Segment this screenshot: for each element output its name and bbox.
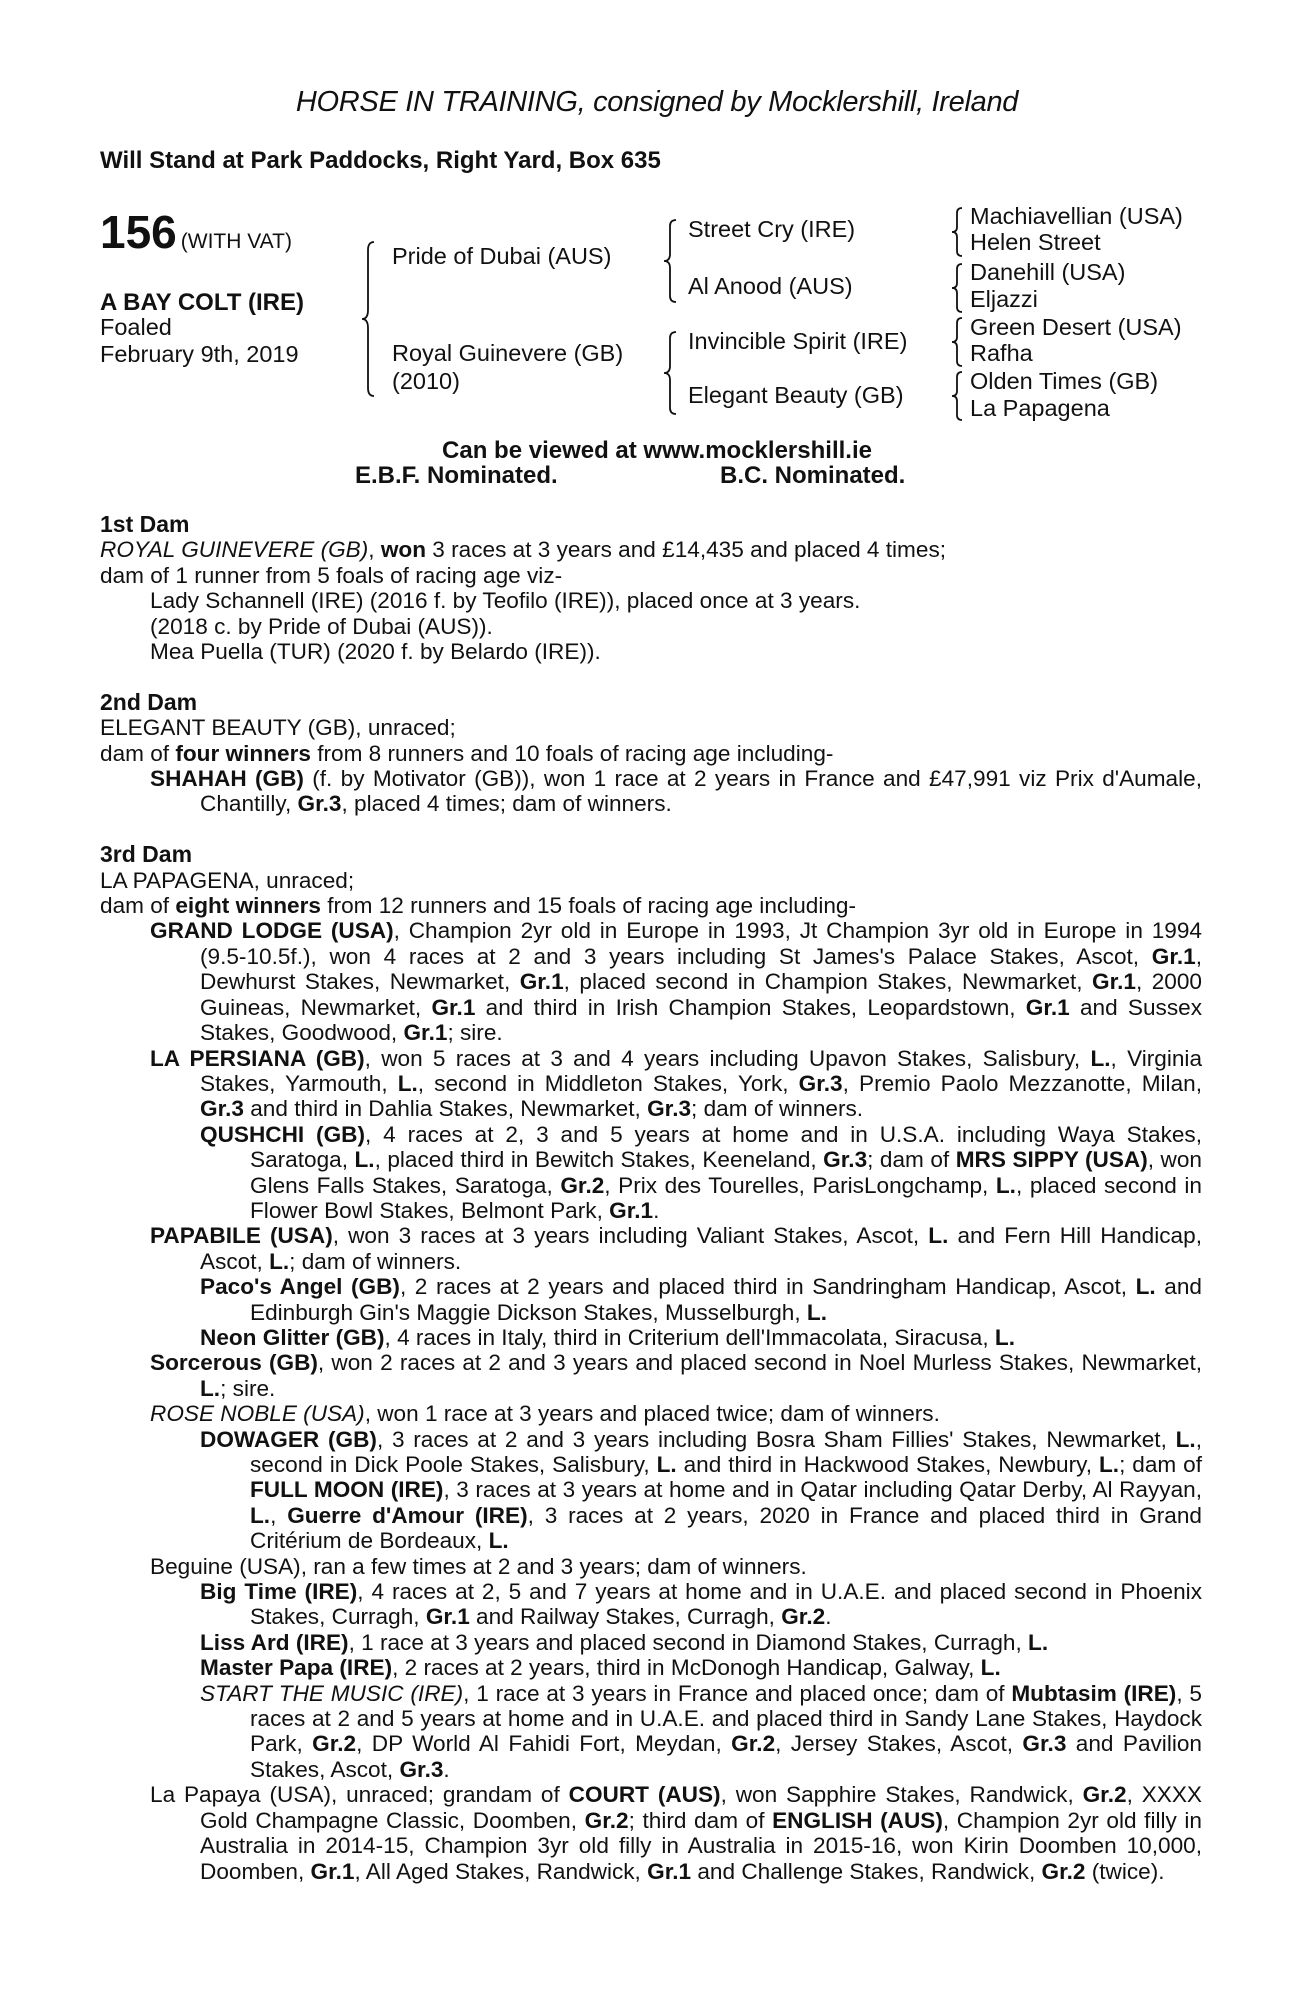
entry-text: , — [368, 537, 381, 563]
bold-text: DOWAGER (GB) — [200, 1426, 377, 1452]
produce-record — [100, 512, 1202, 1909]
entry-text: , 1 race at 3 years and placed second in Diamond Stakes, Curragh, — [348, 1629, 1029, 1655]
entry-text: , Champion 2yr old in Europe in 1993, Jt Champion 3yr old in Europe in 1994 (9.5-10.5f.), won 4 races at 2 and 3 years including St James's Palace Stakes, Ascot, — [200, 918, 1202, 969]
bold-text: L. — [269, 1248, 290, 1274]
bold-text: Guerre d'Amour (IRE) — [287, 1502, 528, 1528]
produce-entry — [100, 1681, 1202, 1783]
entry-text: . — [825, 1604, 832, 1630]
bold-text: COURT (AUS) — [568, 1782, 721, 1808]
entry-text: ; third dam of — [628, 1807, 773, 1833]
bold-text: Gr.1 — [1092, 969, 1136, 995]
entry-text: ; sire. — [447, 1020, 503, 1046]
entry-text: ; dam of winners. — [289, 1248, 462, 1274]
bold-text: Gr.1 — [1151, 943, 1196, 969]
bold-text: L. — [1028, 1629, 1049, 1655]
bold-text: L. — [806, 1299, 827, 1325]
bold-text: Gr.2 — [781, 1604, 826, 1630]
bold-text: L. — [1098, 1452, 1120, 1477]
entry-text: , won Sapphire Stakes, Randwick, — [720, 1782, 1083, 1808]
entry-text: , won 3 races at 3 years including Valiant Stakes, Ascot, — [332, 1223, 929, 1249]
bold-text: SHAHAH (GB) — [150, 766, 304, 792]
produce-entry — [100, 614, 1202, 639]
bold-text: Gr.3 — [297, 791, 342, 817]
pedigree-gen3: Machiavellian (USA) — [970, 203, 1183, 229]
bold-text: Gr.2 — [1082, 1782, 1127, 1808]
bold-text: Neon Glitter (GB) — [200, 1324, 385, 1350]
bold-text: L. — [980, 1655, 1001, 1681]
entry-text: , — [270, 1502, 288, 1528]
entry-text: LA PAPAGENA, unraced; — [100, 867, 355, 893]
vat-note: (WITH VAT) — [180, 230, 292, 253]
entry-text: , placed 4 times; dam of winners. — [341, 791, 672, 817]
pedigree-gen3: La Papagena — [970, 395, 1110, 421]
bold-text: L. — [200, 1375, 221, 1401]
section-heading: 2nd Dam — [100, 688, 198, 715]
entry-text: , 3 races at 3 years at home and in Qatar including Qatar Derby, Al Rayyan, — [443, 1477, 1202, 1503]
produce-entry — [100, 715, 1202, 740]
stand-location: Will Stand at Park Paddocks, Right Yard, Box 635 — [100, 147, 661, 174]
entry-text: dam of — [100, 893, 176, 919]
lot-number-value: 156 — [100, 206, 177, 258]
bold-text: L. — [250, 1502, 271, 1528]
entry-text: (2018 c. by Pride of Dubai (AUS)). — [150, 613, 493, 639]
pedigree-gen3: Eljazzi — [970, 286, 1038, 312]
bold-text: Liss Ard (IRE) — [200, 1629, 349, 1655]
entry-text: , Jersey Stakes, Ascot, — [775, 1731, 1023, 1757]
bold-text: MRS SIPPY (USA) — [955, 1147, 1148, 1173]
entry-text: and Railway Stakes, Curragh, — [469, 1604, 782, 1630]
bold-text: L. — [1175, 1426, 1196, 1452]
entry-text: . — [443, 1756, 450, 1782]
entry-text: , 5 races at 2 and 5 years at home and in U.A.E. and placed third in Sandy Lane Stakes, Haydock Park, — [250, 1680, 1202, 1757]
entry-text: dam of 1 runner from 5 foals of racing age viz- — [100, 562, 563, 588]
pedigree-gen3: Danehill (USA) — [970, 259, 1126, 285]
pedigree-dam-sire: Invincible Spirit (IRE) — [688, 328, 908, 354]
entry-text: , 2 races at 2 years and placed third in Sandringham Handicap, Ascot, — [399, 1274, 1136, 1300]
entry-text: and third in Dahlia Stakes, Newmarket, — [243, 1096, 648, 1122]
page-title: HORSE IN TRAINING, consigned by Mocklershill, Ireland — [295, 86, 1019, 118]
produce-entry — [100, 893, 1202, 918]
entry-text: ; dam of — [867, 1147, 956, 1173]
produce-entry — [100, 537, 1202, 562]
bold-text: L. — [488, 1528, 509, 1554]
produce-entry — [100, 1579, 1202, 1630]
entry-text: from 8 runners and 10 foals of racing age including- — [310, 740, 834, 766]
produce-entry — [100, 639, 1202, 664]
bold-text: PAPABILE (USA) — [150, 1223, 333, 1249]
pedigree-brace-icon — [949, 370, 969, 422]
produce-entry — [100, 868, 1202, 893]
pedigree-sire: Pride of Dubai (AUS) — [392, 243, 612, 269]
bold-text: L. — [1090, 1045, 1111, 1071]
bold-text: Paco's Angel (GB) — [200, 1274, 400, 1300]
entry-text: , Dewhurst Stakes, Newmarket, — [200, 943, 1202, 995]
italic-text: ROYAL GUINEVERE (GB) — [100, 537, 369, 563]
entry-text: , 1 race at 3 years in France and placed once; dam of — [463, 1680, 1012, 1706]
entry-text: , second in Middleton Stakes, York, — [417, 1070, 799, 1096]
dam-section — [100, 512, 1202, 664]
entry-text: (f. by Motivator (GB)), won 1 race at 2 years in France and £47,991 viz Prix d'Aumale, Chantilly, — [200, 766, 1202, 817]
bold-text: L. — [354, 1147, 375, 1173]
lot-number — [100, 205, 292, 259]
bold-text: LA PERSIANA (GB) — [150, 1045, 365, 1071]
bold-text: L. — [995, 1172, 1016, 1198]
bold-text: Master Papa (IRE) — [200, 1655, 393, 1681]
entry-text: . — [653, 1197, 660, 1223]
produce-entry — [100, 563, 1202, 588]
entry-text: , Prix des Tourelles, ParisLongchamp, — [604, 1172, 996, 1198]
entry-text: ; sire. — [220, 1375, 276, 1401]
bold-text: Gr.1 — [647, 1858, 692, 1884]
bold-text: L. — [928, 1223, 949, 1249]
bold-text: FULL MOON (IRE) — [250, 1477, 444, 1503]
pedigree-gen3: Helen Street — [970, 229, 1101, 255]
foaled-date: February 9th, 2019 — [100, 341, 299, 367]
entry-text: , Premio Paolo Mezzanotte, Milan, — [842, 1070, 1202, 1096]
pedigree-dam-year: (2010) — [392, 368, 460, 394]
entry-text: , DP World Al Fahidi Fort, Meydan, — [356, 1731, 732, 1757]
entry-text: dam of — [100, 740, 176, 766]
entry-text: , 3 races at 2 and 3 years including Bosra Sham Fillies' Stakes, Newmarket, — [376, 1426, 1176, 1452]
produce-entry — [100, 1782, 1202, 1884]
bold-text: QUSHCHI (GB) — [200, 1121, 365, 1147]
bold-text: Gr.1 — [609, 1197, 654, 1223]
bold-text: Gr.3 — [798, 1070, 843, 1096]
italic-text: START THE MUSIC (IRE) — [200, 1680, 464, 1706]
entry-text: and third in Irish Champion Stakes, Leopardstown, — [475, 994, 1026, 1020]
entry-text: , second in Dick Poole Stakes, Salisbury, — [250, 1426, 1202, 1477]
entry-text: ELEGANT BEAUTY (GB), unraced; — [100, 715, 456, 741]
entry-text: Lady Schannell (IRE) (2016 f. by Teofilo (IRE)), placed once at 3 years. — [150, 588, 861, 614]
bold-text: Gr.1 — [519, 969, 564, 995]
pedigree-dam: Royal Guinevere (GB) — [392, 340, 624, 366]
entry-text: , XXXX Gold Champagne Classic, Doomben, — [200, 1782, 1202, 1833]
bold-text: Gr.1 — [403, 1020, 448, 1046]
bold-text: L. — [1135, 1274, 1156, 1300]
produce-entry — [100, 1630, 1202, 1655]
bold-text: Mubtasim (IRE) — [1011, 1680, 1177, 1706]
dam-section — [100, 690, 1202, 817]
bold-text: Gr.1 — [310, 1858, 355, 1884]
pedigree-brace-icon — [949, 206, 969, 258]
bold-text: Gr.1 — [1025, 994, 1070, 1020]
entry-text: (twice). — [1085, 1858, 1165, 1884]
pedigree-brace-icon — [949, 262, 969, 314]
bold-text: L. — [994, 1324, 1015, 1350]
pedigree-gen3: Olden Times (GB) — [970, 368, 1159, 394]
foaled-label: Foaled — [100, 314, 172, 340]
entry-text: , won 2 races at 2 and 3 years and placed second in Noel Murless Stakes, Newmarket, — [317, 1350, 1202, 1376]
bold-text: GRAND LODGE (USA) — [150, 918, 394, 944]
bold-text: Gr.3 — [823, 1147, 868, 1173]
entry-text: and Pavilion Stakes, Ascot, — [250, 1731, 1202, 1782]
produce-entry — [100, 588, 1202, 613]
ebf-nominated: E.B.F. Nominated. — [355, 462, 558, 489]
entry-text: Mea Puella (TUR) (2020 f. by Belardo (IRE)). — [150, 639, 601, 665]
entry-text: , won Glens Falls Stakes, Saratoga, — [250, 1147, 1202, 1198]
section-heading: 1st Dam — [100, 511, 190, 537]
entry-text: , 4 races in Italy, third in Criterium dell'Immacolata, Siracusa, — [384, 1324, 995, 1350]
entry-text: and Edinburgh Gin's Maggie Dickson Stakes, Musselburgh, — [250, 1274, 1202, 1325]
bold-text: Gr.1 — [431, 994, 476, 1020]
entry-text: , 2 races at 2 years, third in McDonogh Handicap, Galway, — [392, 1655, 981, 1681]
horse-description: A BAY COLT (IRE) — [100, 289, 305, 316]
produce-entry — [100, 1427, 1202, 1554]
produce-entry — [100, 1223, 1202, 1274]
entry-text: , 3 races at 2 years, 2020 in France and placed third in Grand Critérium de Bordeaux, — [250, 1502, 1202, 1554]
bold-text: Gr.2 — [560, 1172, 605, 1198]
entry-text: , Virginia Stakes, Yarmouth, — [200, 1045, 1203, 1096]
viewing-note: Can be viewed at www.mocklershill.ie — [442, 437, 872, 464]
entry-text: , won 5 races at 3 and 4 years including Upavon Stakes, Salisbury, — [364, 1045, 1091, 1071]
bold-text: Gr.2 — [731, 1731, 776, 1757]
pedigree-gen3: Green Desert (USA) — [970, 314, 1182, 340]
bc-nominated: B.C. Nominated. — [720, 462, 906, 489]
bold-text: Gr.1 — [425, 1604, 470, 1630]
produce-entry — [100, 1655, 1202, 1680]
entry-text: Beguine (USA), ran a few times at 2 and 3 years; dam of winners. — [150, 1553, 807, 1579]
pedigree-sire-sire: Street Cry (IRE) — [688, 216, 856, 242]
entry-text: and Sussex Stakes, Goodwood, — [200, 994, 1203, 1046]
bold-text: L. — [397, 1070, 418, 1096]
bold-text: Gr.3 — [647, 1096, 692, 1122]
produce-entry — [100, 1046, 1202, 1122]
section-heading: 3rd Dam — [100, 841, 193, 868]
entry-text: La Papaya (USA), unraced; grandam of — [150, 1782, 569, 1808]
entry-text: and third in Hackwood Stakes, Newbury, — [676, 1452, 1099, 1477]
pedigree-dam-dam: Elegant Beauty (GB) — [688, 382, 904, 408]
entry-text: from 12 runners and 15 foals of racing age including- — [320, 893, 857, 919]
entry-text: , 4 races at 2, 5 and 7 years at home and in U.A.E. and placed second in Phoenix Stakes, Curragh, — [250, 1579, 1202, 1630]
bold-text: Gr.2 — [584, 1807, 629, 1833]
produce-entry — [100, 1350, 1202, 1401]
entry-text: , won 1 race at 3 years and placed twice; dam of winners. — [364, 1401, 940, 1427]
pedigree-brace-icon — [662, 218, 682, 304]
pedigree-gen3: Rafha — [970, 340, 1033, 366]
produce-entry — [100, 741, 1202, 766]
bold-text: Big Time (IRE) — [200, 1579, 358, 1605]
entry-text: , 4 races at 2, 3 and 5 years at home and in U.S.A. including Waya Stakes, Saratoga, — [250, 1121, 1203, 1173]
pedigree-brace-icon — [662, 330, 682, 416]
bold-text: Sorcerous (GB) — [150, 1350, 318, 1376]
entry-text: , placed second in Champion Stakes, Newmarket, — [563, 969, 1093, 995]
bold-text: Gr.2 — [1041, 1858, 1086, 1884]
bold-text: won — [380, 537, 427, 563]
entry-text: and Fern Hill Handicap, Ascot, — [200, 1223, 1202, 1274]
produce-entry — [100, 766, 1202, 817]
bold-text: four winners — [175, 740, 311, 766]
entry-text: , placed second in Flower Bowl Stakes, Belmont Park, — [250, 1172, 1202, 1223]
entry-text: ; dam of — [1119, 1452, 1202, 1477]
bold-text: L. — [656, 1452, 677, 1477]
bold-text: eight winners — [175, 893, 321, 919]
entry-text: , All Aged Stakes, Randwick, — [354, 1858, 648, 1884]
bold-text: Gr.3 — [1022, 1731, 1067, 1757]
entry-text: and Challenge Stakes, Randwick, — [691, 1858, 1042, 1884]
produce-entry — [100, 1554, 1202, 1579]
entry-text: , 2000 Guineas, Newmarket, — [200, 969, 1202, 1020]
bold-text: ENGLISH (AUS) — [772, 1807, 943, 1833]
bold-text: Gr.2 — [312, 1731, 357, 1757]
pedigree-brace-icon — [949, 316, 969, 368]
italic-text: ROSE NOBLE (USA) — [150, 1401, 365, 1427]
entry-text: 3 races at 3 years and £14,435 and placed 4 times; — [426, 537, 947, 563]
bold-text: Gr.3 — [399, 1756, 444, 1782]
dam-section — [100, 842, 1202, 1884]
produce-entry — [100, 1274, 1202, 1325]
produce-entry — [100, 918, 1202, 1045]
pedigree-brace-icon — [360, 240, 380, 398]
pedigree-sire-dam: Al Anood (AUS) — [688, 273, 853, 299]
entry-text: , placed third in Bewitch Stakes, Keeneland, — [374, 1147, 824, 1173]
produce-entry — [100, 1401, 1202, 1426]
entry-text: ; dam of winners. — [691, 1096, 864, 1122]
entry-text: , Champion 2yr old filly in Australia in 2014-15, Champion 3yr old filly in Australia in 2015-16, won Kirin Doomben 10,000, Doomben, — [200, 1807, 1202, 1884]
produce-entry — [100, 1325, 1202, 1350]
produce-entry — [100, 1122, 1202, 1224]
bold-text: Gr.3 — [200, 1096, 244, 1122]
